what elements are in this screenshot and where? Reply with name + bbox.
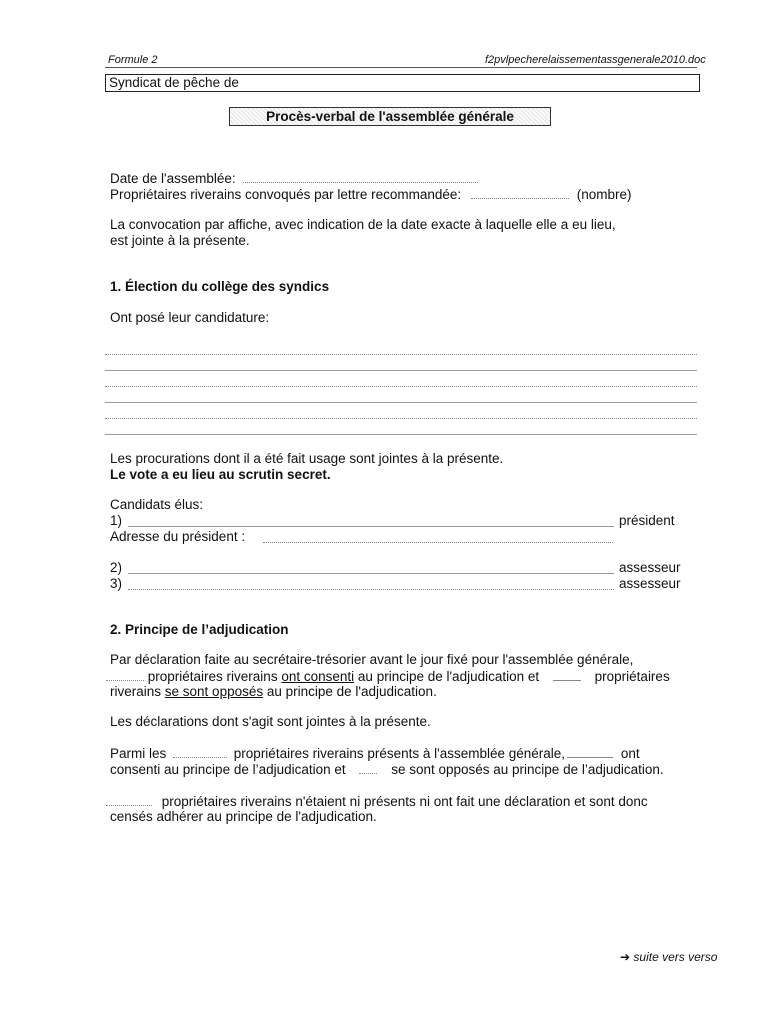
p3-consenti: consenti au principe de l’adjudication et <box>110 762 346 777</box>
adjudication-p1-line-1: Par déclaration faite au secrétaire-trésorier avant le jour fixé pour l'assemblée générale, <box>110 652 634 667</box>
declarations-text: Les déclarations dont s'agit sont jointes à la présente. <box>110 714 431 729</box>
header-left: Formule 2 <box>108 54 158 66</box>
presents-count-field[interactable] <box>173 745 227 758</box>
candidature-label: Ont posé leur candidature: <box>110 310 270 325</box>
proprietaires-row <box>110 186 631 203</box>
header-right: f2pvlpecherelaissementassgenerale2010.doc <box>485 54 706 66</box>
proprietaires-label: Propriétaires riverains convoqués par lettre recommandée: <box>110 187 462 202</box>
document-title <box>229 107 551 126</box>
p1-ont-consenti: ont consenti <box>281 669 355 684</box>
president-label: président <box>619 513 675 528</box>
p1-text-a: propriétaires riverains <box>147 669 278 684</box>
procurations-text: Les procurations dont il a été fait usage sont jointes à la présente. <box>110 451 504 466</box>
adjudication-p1-line-2 <box>106 668 670 685</box>
adresse-field[interactable] <box>263 542 613 543</box>
footer-note[interactable] <box>620 950 717 964</box>
adresse-label: Adresse du président : <box>110 529 246 544</box>
p3-text-b: propriétaires riverains présents à l'assemblée générale, <box>233 746 566 761</box>
candidature-line-2[interactable] <box>105 370 697 371</box>
assesseur-label-1: assesseur <box>619 560 681 575</box>
document-title-text: Procès-verbal de l'assemblée générale <box>266 109 514 124</box>
vote-text: Le vote a eu lieu au scrutin secret. <box>110 467 331 482</box>
adjudication-p3-line-1 <box>110 745 640 762</box>
elu-2-number: 2) <box>110 560 123 575</box>
p3-ont: ont <box>620 746 640 761</box>
candidature-line-5[interactable] <box>105 418 697 419</box>
elu-3-field[interactable] <box>128 589 614 590</box>
convocation-line-1: La convocation par affiche, avec indication de la date exacte à laquelle elle a eu lieu, <box>110 217 616 232</box>
date-field[interactable] <box>243 170 478 183</box>
arrow-right-icon: ➔ <box>620 950 631 964</box>
header-divider <box>105 67 697 68</box>
nombre-label: (nombre) <box>576 187 632 202</box>
p3-opposes: se sont opposés au principe de l’adjudication. <box>391 762 664 777</box>
p1-riverains: riverains <box>110 684 162 699</box>
candidature-line-3[interactable] <box>105 386 697 387</box>
p4-text: propriétaires riverains n'étaient ni présents ni ont fait une déclaration et sont donc <box>161 794 648 809</box>
date-label: Date de l'assemblée: <box>110 171 236 186</box>
adjudication-p1-line-3 <box>110 684 437 700</box>
candidature-line-1[interactable] <box>105 354 697 355</box>
p1-text-end: au principe de l'adjudication. <box>266 684 437 699</box>
section-2-heading: 2. Principe de l’adjudication <box>110 622 289 637</box>
presents-oppose-field[interactable] <box>359 761 377 774</box>
syndicat-label: Syndicat de pêche de <box>109 75 239 90</box>
convocation-line-2: est jointe à la présente. <box>110 233 250 248</box>
proprietaires-count-field[interactable] <box>471 186 569 199</box>
elu-3-number: 3) <box>110 576 123 591</box>
p1-text-d: propriétaires <box>594 669 670 684</box>
p1-se-sont-opposes: se sont opposés <box>164 684 264 699</box>
footer-text: suite vers verso <box>633 950 718 964</box>
elu-1-number: 1) <box>110 513 123 528</box>
candidature-line-4[interactable] <box>105 402 697 403</box>
syndicat-field[interactable] <box>105 74 700 92</box>
elu-1-field[interactable] <box>128 526 614 527</box>
p3-parmi-les: Parmi les <box>110 746 167 761</box>
adjudication-p4-line-1 <box>106 793 648 810</box>
consent-count-field[interactable] <box>106 668 144 681</box>
assesseur-label-2: assesseur <box>619 576 681 591</box>
section-1-heading: 1. Élection du collège des syndics <box>110 279 330 294</box>
elu-2-field[interactable] <box>128 573 614 574</box>
candidature-line-6[interactable] <box>105 434 697 435</box>
oppose-count-field[interactable] <box>553 668 581 681</box>
date-row <box>110 170 478 187</box>
adjudication-p3-line-2 <box>110 761 664 778</box>
p1-text-c: au principe de l'adjudication et <box>357 669 540 684</box>
absents-count-field[interactable] <box>106 793 152 806</box>
elus-label: Candidats élus: <box>110 497 204 512</box>
presents-consent-field[interactable] <box>567 745 613 758</box>
adjudication-p4-line-2: censés adhérer au principe de l'adjudication. <box>110 809 377 824</box>
